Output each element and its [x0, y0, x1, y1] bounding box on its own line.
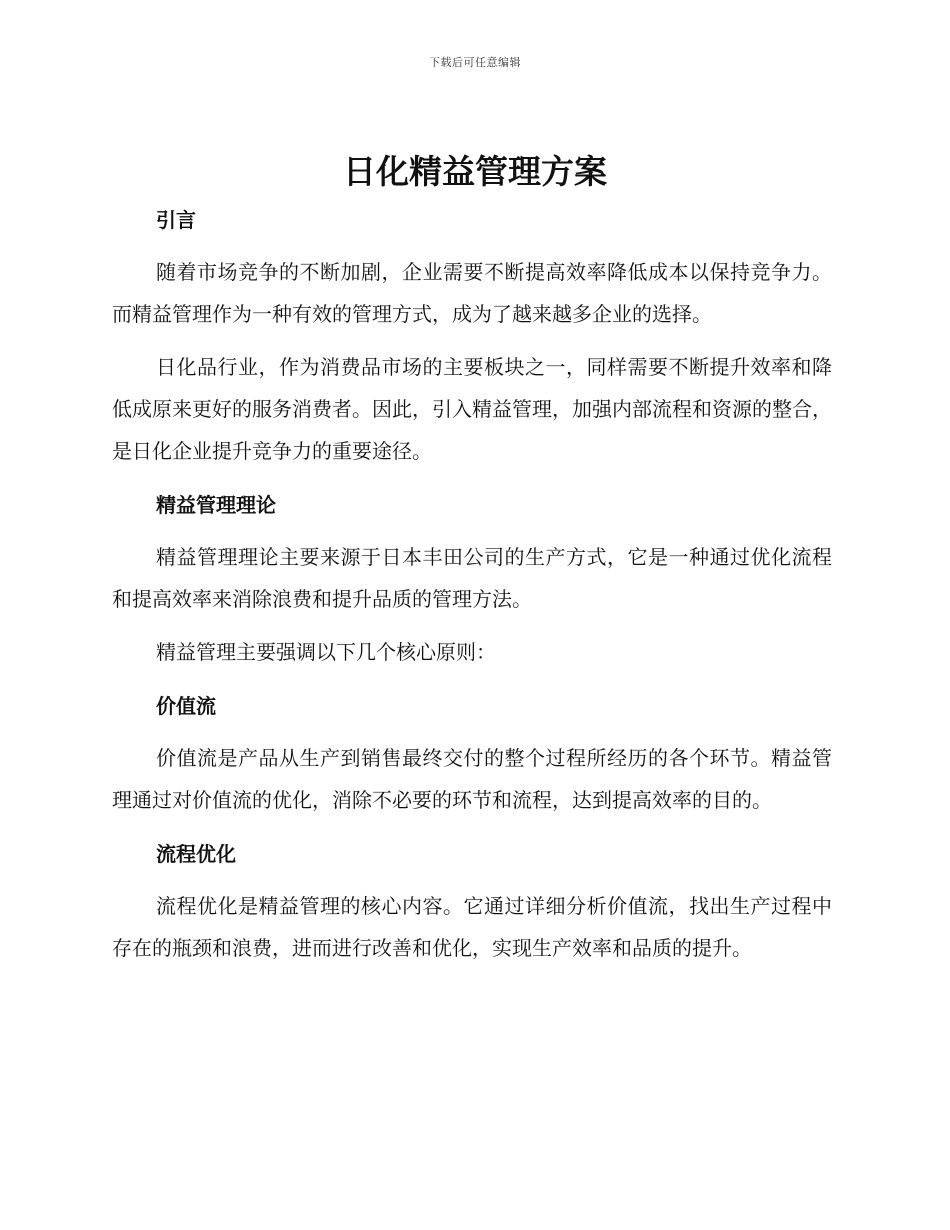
- paragraph: 精益管理理论主要来源于日本丰田公司的生产方式，它是一种通过优化流程和提高效率来消除浪费和提升品质的管理方法。: [112, 545, 832, 611]
- paragraph: 随着市场竞争的不断加剧，企业需要不断提高效率降低成本以保持竞争力。而精益管理作为一种有效的管理方式，成为了越来越多企业的选择。: [112, 260, 832, 326]
- paragraph: 精益管理主要强调以下几个核心原则：: [156, 640, 496, 664]
- document-body: [112, 200, 832, 969]
- section-heading-value-stream: 价值流: [156, 694, 216, 718]
- paragraph: 流程优化是精益管理的核心内容。它通过详细分析价值流，找出生产过程中存在的瓶颈和浪费，进而进行改善和优化，实现生产效率和品质的提升。: [112, 894, 832, 960]
- section-heading-intro: 引言: [156, 208, 196, 232]
- document-title: 日化精益管理方案: [343, 152, 607, 191]
- paragraph: 日化品行业，作为消费品市场的主要板块之一，同样需要不断提升效率和降低成原来更好的服务消费者。因此，引入精益管理，加强内部流程和资源的整合，是日化企业提升竞争力的重要途径。: [112, 355, 832, 463]
- paragraph: 价值流是产品从生产到销售最终交付的整个过程所经历的各个环节。精益管理通过对价值流的优化，消除不必要的环节和流程，达到提高效率的目的。: [112, 746, 832, 812]
- section-heading-lean-theory: 精益管理理论: [156, 493, 276, 517]
- section-heading-process-optimization: 流程优化: [156, 842, 236, 866]
- page-header-note: 下载后可任意编辑: [429, 56, 521, 69]
